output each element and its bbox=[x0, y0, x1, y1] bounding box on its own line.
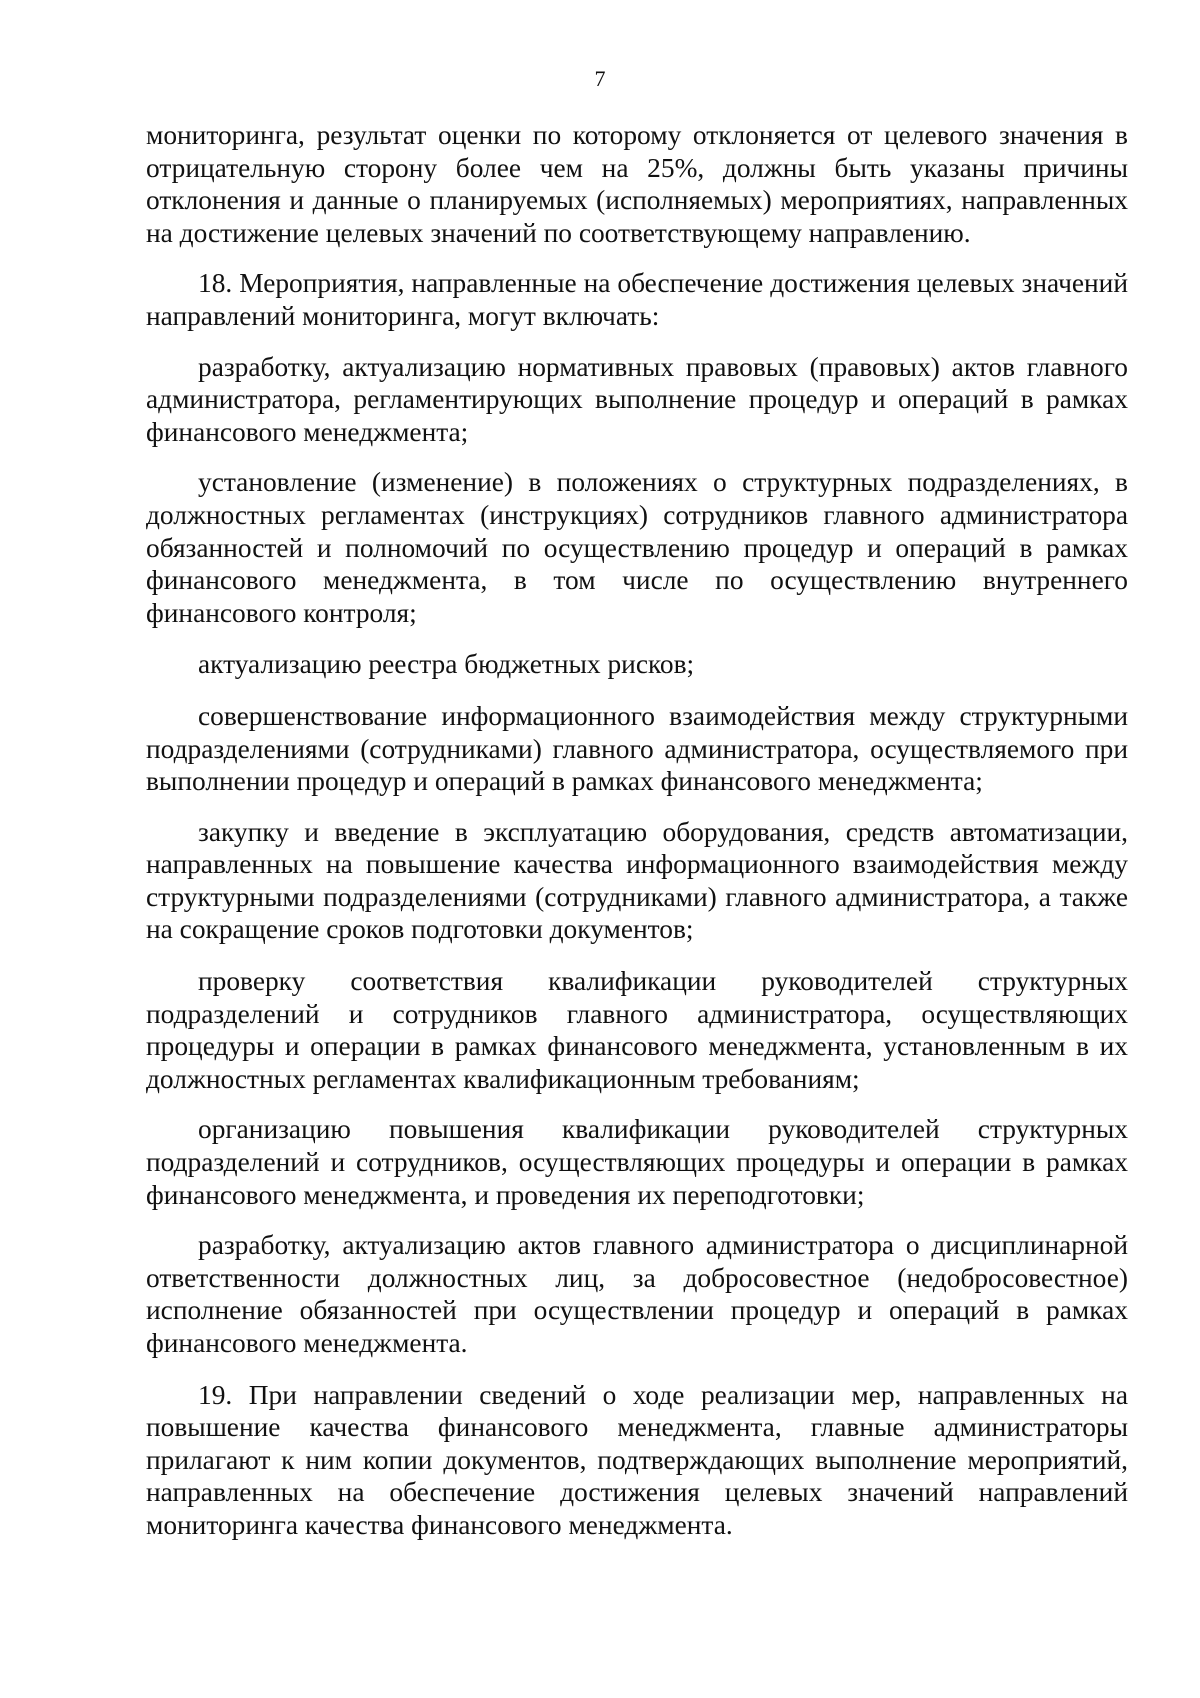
document-body bbox=[146, 119, 1128, 1542]
list-item-qualification-check: проверку соответствия квалификации руководителей структурных подразделений и сотрудников главного администратора, осуществляющих процедуры и операции в рамках финансового менеджмента, установленным в их должностных регламентах квалификационным требованиям; bbox=[146, 966, 1128, 1094]
paragraph-continuation: мониторинга, результат оценки по которому отклоняется от целевого значения в отрицательную сторону более чем на 25%, должны быть указаны причины отклонения и данные о планируемых (исполняемых) мероприятиях, направленных на достижение целевых значений по соответствующему направлению. bbox=[146, 120, 1128, 248]
list-item-information-interaction: совершенствование информационного взаимодействия между структурными подразделениями (сотрудниками) главного администратора, осуществляемого при выполнении процедур и операций в рамках финансового менеджмента; bbox=[146, 700, 1128, 797]
paragraph-item-18: 18. Мероприятия, направленные на обеспечение достижения целевых значений направлений мониторинга, могут включать: bbox=[146, 268, 1128, 331]
paragraph-item-19: 19. При направлении сведений о ходе реализации мер, направленных на повышение качества финансового менеджмента, главные администраторы прилагают к ним копии документов, подтверждающих выполнение мероприятий, направленных на обеспечение достижения целевых значений направлений мониторинга качества финансового менеджмента. bbox=[146, 1379, 1128, 1540]
list-item-risk-register: актуализацию реестра бюджетных рисков; bbox=[198, 649, 695, 680]
list-item-disciplinary-acts: разработку, актуализацию актов главного администратора о дисциплинарной ответственности должностных лиц, за добросовестное (недобросовестное) исполнение обязанностей при осуществлении процедур и операций в рамках финансового менеджмента. bbox=[146, 1230, 1128, 1358]
list-item-legal-acts: разработку, актуализацию нормативных правовых (правовых) актов главного администратора, регламентирующих выполнение процедур и операций в рамках финансового менеджмента; bbox=[146, 351, 1128, 447]
list-item-regulations: установление (изменение) в положениях о структурных подразделениях, в должностных регламентах (инструкциях) сотрудников главного администратора обязанностей и полномочий по осуществлению процедур и операций в рамках финансового менеджмента, в том числе по осуществлению внутреннего финансового контроля; bbox=[146, 467, 1128, 628]
page-number: 7 bbox=[594, 66, 606, 91]
list-item-training: организацию повышения квалификации руководителей структурных подразделений и сотрудников, осуществляющих процедуры и операции в рамках финансового менеджмента, и проведения их переподготовки; bbox=[146, 1114, 1128, 1210]
list-item-equipment-procurement: закупку и введение в эксплуатацию оборудования, средств автоматизации, направленных на повышение качества информационного взаимодействия между структурными подразделениями (сотрудниками) главного администратора, а также на сокращение сроков подготовки документов; bbox=[146, 816, 1128, 945]
